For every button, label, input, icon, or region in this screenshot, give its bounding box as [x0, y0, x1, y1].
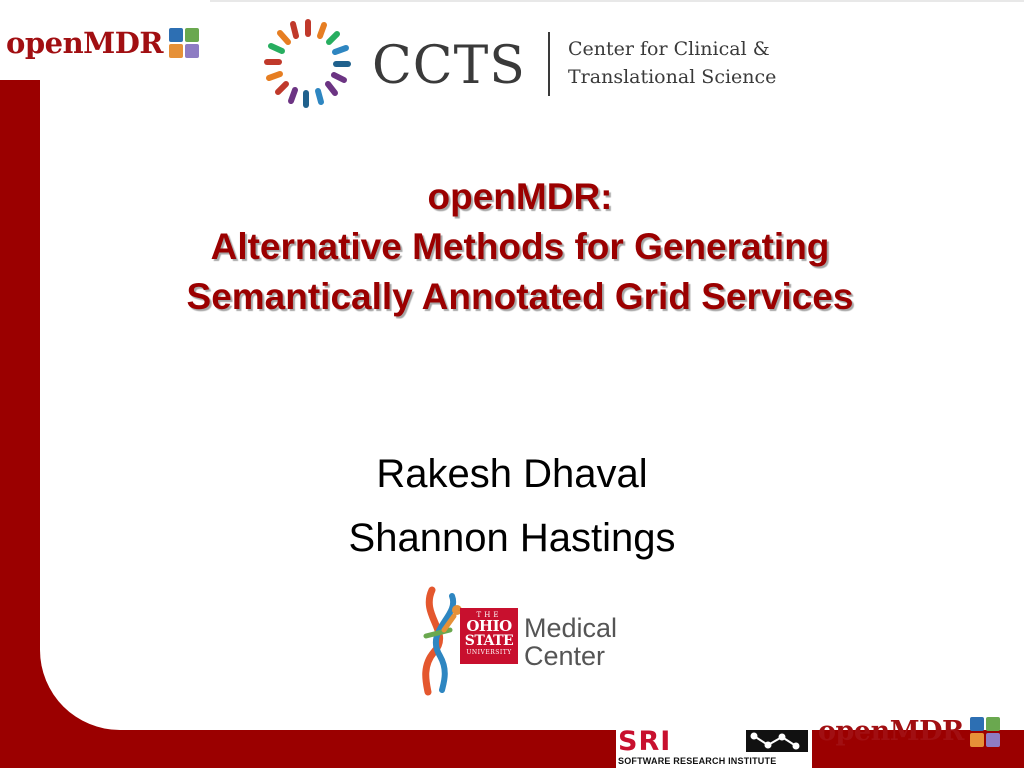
openmdr-logo-top — [6, 26, 199, 60]
ccts-divider — [548, 32, 550, 96]
osu-medical-center-logo — [414, 586, 644, 696]
ccts-ring-icon — [258, 14, 358, 114]
puzzle-icon-bottom — [970, 717, 1000, 747]
ccts-subtitle-line1: Center for Clinical & — [568, 38, 770, 60]
openmdr-logo-bottom — [818, 716, 1000, 747]
author-1: Rakesh Dhaval — [376, 452, 648, 496]
ccts-acronym: CCTS — [372, 36, 526, 96]
sri-subtitle: SOFTWARE RESEARCH INSTITUTE — [618, 756, 777, 766]
top-divider — [210, 0, 1024, 2]
title-line-1: openMDR: — [427, 176, 613, 217]
osu-university: UNIVERSITY — [466, 649, 512, 656]
sri-network-icon — [746, 730, 808, 752]
osu-the: THE — [476, 611, 502, 619]
ccts-subtitle-line2: Translational Science — [568, 66, 777, 88]
sri-wordmark: SRI — [618, 726, 672, 757]
dna-helix-icon — [414, 586, 464, 696]
sri-logo — [616, 726, 812, 768]
osu-ohio: OHIO — [466, 617, 512, 635]
openmdr-wordmark: openMDR — [6, 26, 164, 60]
puzzle-icon — [169, 28, 199, 58]
ccts-logo — [258, 14, 778, 114]
slide-title — [60, 172, 980, 322]
title-line-2: Alternative Methods for Generating — [210, 226, 830, 267]
authors — [210, 442, 814, 570]
title-line-3: Semantically Annotated Grid Services — [186, 276, 854, 317]
osu-text-line1: Medical — [524, 613, 618, 643]
osu-badge — [460, 608, 518, 664]
author-2: Shannon Hastings — [348, 516, 676, 560]
frame-left-bar — [0, 80, 40, 768]
osu-state: STATE — [464, 633, 514, 649]
osu-medical-center-text — [524, 614, 617, 670]
openmdr-wordmark-bottom: openMDR — [818, 716, 964, 747]
osu-text-line2: Center — [524, 641, 606, 671]
